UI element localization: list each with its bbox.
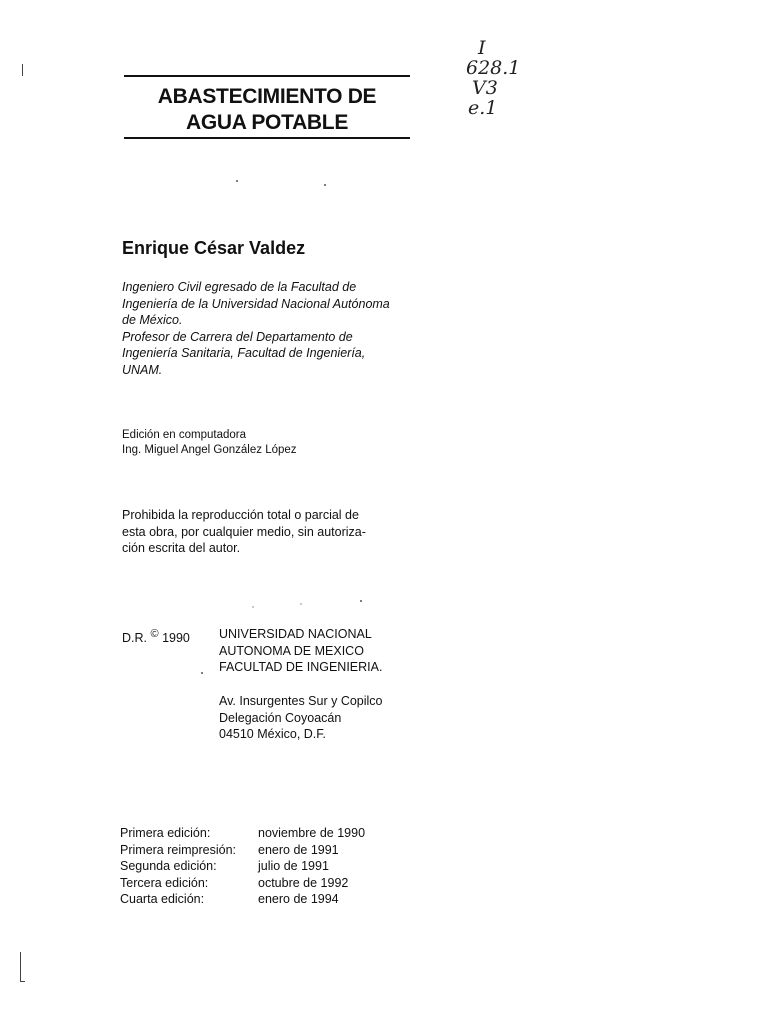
copyright-mark: [122, 626, 190, 647]
scan-speck: [252, 606, 254, 608]
history-label: Tercera edición:: [120, 875, 209, 890]
bio-line: de México.: [122, 313, 183, 327]
copyright-year: 1990: [162, 631, 190, 646]
title-rule-top: [124, 75, 410, 77]
reproduction-notice: [122, 507, 366, 557]
copyright-holder: [219, 626, 382, 676]
bio-line: UNAM.: [122, 362, 163, 377]
history-label: Primera reimpresión:: [120, 842, 237, 857]
book-title: [124, 84, 410, 136]
history-label: Segunda edición:: [120, 859, 217, 873]
notice-line: ción escrita del autor.: [122, 541, 241, 555]
title-rule-bottom: [124, 137, 410, 139]
history-row: [120, 842, 365, 859]
call-number-line-3: V3: [472, 77, 498, 99]
holder-line: AUTONOMA DE MEXICO: [219, 643, 364, 658]
author-name: Enrique César Valdez: [122, 238, 306, 258]
call-number-line-1: I: [478, 37, 486, 59]
call-number-line-2: 628.1: [466, 57, 521, 79]
copyright-symbol: ©: [150, 628, 159, 640]
edition-credit-line-1: Edición en computadora: [122, 429, 247, 441]
history-row: [120, 875, 365, 892]
copyright-prefix: D.R.: [122, 631, 147, 646]
history-row: [120, 891, 365, 908]
history-date: noviembre de 1990: [258, 826, 366, 840]
edition-credit: [122, 428, 297, 458]
notice-line: Prohibida la reproducción total o parcial de: [122, 508, 359, 522]
notice-line: esta obra, por cualquier medio, sin autoriza-: [122, 524, 366, 539]
scan-margin-mark-hook: [20, 981, 25, 982]
bio-line: Ingeniería de la Universidad Nacional Autónoma: [122, 296, 390, 311]
history-date: octubre de 1992: [258, 875, 349, 890]
scan-speck: [236, 180, 238, 182]
history-date: enero de 1994: [258, 892, 339, 906]
holder-line: FACULTAD DE INGENIERIA.: [219, 660, 383, 674]
scan-margin-mark-bottom: [20, 952, 21, 982]
bio-line: Ingeniería Sanitaria, Facultad de Ingeniería,: [122, 346, 366, 360]
publisher-address: [219, 693, 383, 743]
history-date: julio de 1991: [258, 859, 329, 873]
author-bio: [122, 279, 418, 378]
edition-credit-line-2: Ing. Miguel Angel González López: [122, 444, 297, 456]
bio-line: Profesor de Carrera del Departamento de: [122, 329, 353, 344]
scan-margin-mark-top: [22, 64, 23, 76]
scan-speck: [360, 600, 362, 602]
address-line: Av. Insurgentes Sur y Copilco: [219, 694, 383, 708]
scan-speck: [201, 672, 203, 674]
scan-speck: [300, 603, 302, 605]
history-label: Cuarta edición:: [120, 892, 205, 906]
history-label: Primera edición:: [120, 826, 211, 840]
book-title-line-2: AGUA POTABLE: [185, 111, 349, 134]
holder-line: UNIVERSIDAD NACIONAL: [219, 627, 372, 641]
history-row: [120, 858, 365, 875]
history-row: [120, 825, 365, 842]
call-number-line-4: e.1: [468, 97, 498, 119]
address-line: 04510 México, D.F.: [219, 727, 326, 741]
scan-speck: [324, 184, 326, 186]
handwritten-call-number: [466, 38, 520, 118]
address-line: Delegación Coyoacán: [219, 710, 342, 725]
edition-history: [120, 825, 365, 908]
book-title-line-1: ABASTECIMIENTO DE: [157, 85, 377, 108]
history-date: enero de 1991: [258, 842, 339, 857]
bio-line: Ingeniero Civil egresado de la Facultad de: [122, 280, 357, 294]
